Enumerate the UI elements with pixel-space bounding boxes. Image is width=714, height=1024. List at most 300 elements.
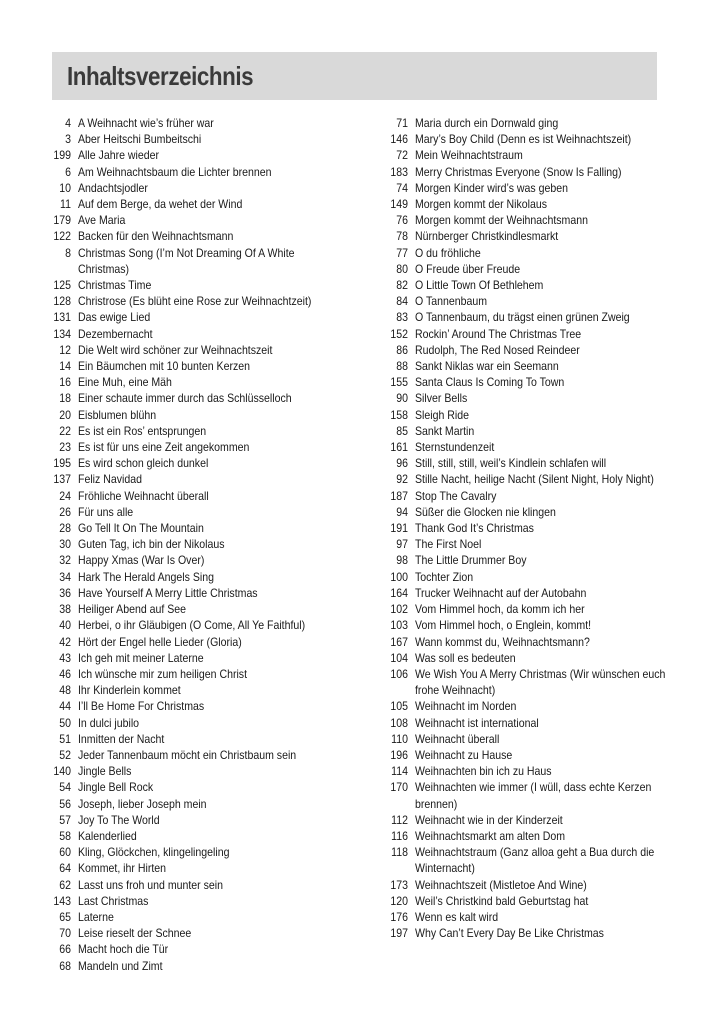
toc-page-number: 54 (59, 780, 71, 795)
toc-page-number: 8 (65, 245, 71, 260)
toc-entry (40, 245, 360, 277)
toc-entry (365, 164, 705, 180)
toc-song-title: Merry Christmas Everyone (Snow Is Falling) (415, 164, 622, 179)
toc-page-number: 74 (396, 180, 408, 195)
toc-song-title: Sleigh Ride (415, 407, 470, 422)
toc-song-title: Mary’s Boy Child (Denn es ist Weihnachtszeit) (415, 132, 632, 147)
toc-entry (40, 504, 360, 520)
toc-song-title: Herbei, o ihr Gläubigen (O Come, All Ye Faithful) (78, 618, 306, 633)
toc-page-number: 98 (396, 553, 408, 568)
toc-song-title: Ich wünsche mir zum heiligen Christ (78, 666, 248, 681)
toc-song-title: Weihnacht im Norden (415, 699, 517, 714)
toc-entry (40, 601, 360, 617)
toc-entry (40, 682, 360, 698)
toc-page-number: 70 (59, 926, 71, 941)
toc-page-number: 191 (390, 521, 408, 536)
toc-entry (40, 666, 360, 682)
toc-entry (365, 536, 705, 552)
toc-entry (40, 309, 360, 325)
toc-page-number: 76 (396, 213, 408, 228)
toc-entry (40, 488, 360, 504)
toc-entry (365, 471, 705, 487)
toc-page-number: 4 (65, 116, 71, 130)
toc-entry (40, 164, 360, 180)
toc-song-title: Weihnacht ist international (415, 715, 539, 730)
toc-page-number: 48 (59, 683, 71, 698)
toc-page-number: 71 (396, 116, 408, 130)
toc-entry (40, 131, 360, 147)
toc-page-number: 10 (59, 180, 71, 195)
toc-page-number: 88 (396, 359, 408, 374)
toc-page-number: 12 (59, 342, 71, 357)
header-bar (52, 52, 657, 100)
toc-song-title: I’ll Be Home For Christmas (78, 699, 205, 714)
toc-entry (40, 326, 360, 342)
toc-entry (365, 844, 705, 876)
toc-entry (40, 779, 360, 795)
toc-song-title: Weihnacht überall (415, 731, 500, 746)
toc-song-title: A Weihnacht wie’s früher war (78, 116, 214, 130)
toc-song-title: Weihnachten wie immer (I wüll, dass echte Kerzen brennen) (415, 780, 652, 811)
toc-page-number: 32 (59, 553, 71, 568)
toc-song-title: Morgen kommt der Nikolaus (415, 197, 548, 212)
toc-entry (40, 569, 360, 585)
toc-song-title: Christrose (Es blüht eine Rose zur Weihnachtzeit) (78, 294, 312, 309)
toc-entry (365, 569, 705, 585)
toc-song-title: Ihr Kinderlein kommet (78, 683, 181, 698)
toc-entry (365, 439, 705, 455)
toc-page-number: 120 (390, 893, 408, 908)
toc-page-number: 140 (53, 764, 71, 779)
toc-entry (365, 423, 705, 439)
toc-page-number: 114 (391, 764, 408, 779)
toc-song-title: Tochter Zion (415, 569, 474, 584)
toc-song-title: Fröhliche Weihnacht überall (78, 488, 209, 503)
toc-page-number: 57 (59, 812, 71, 827)
toc-left-column (40, 115, 360, 974)
page-title: Inhaltsverzeichnis (67, 61, 254, 91)
toc-entry (40, 277, 360, 293)
toc-page-number: 118 (391, 845, 408, 860)
toc-song-title: The First Noel (415, 537, 482, 552)
toc-page-number: 80 (396, 261, 408, 276)
toc-page-number: 143 (53, 893, 71, 908)
toc-entry (40, 763, 360, 779)
toc-song-title: Eine Muh, eine Mäh (78, 375, 172, 390)
toc-entry (365, 277, 705, 293)
toc-entry (365, 763, 705, 779)
toc-entry (365, 893, 705, 909)
toc-page-number: 72 (396, 148, 408, 163)
toc-song-title: Jeder Tannenbaum möcht ein Christbaum sein (78, 747, 297, 762)
toc-page-number: 68 (59, 958, 71, 973)
toc-page-number: 195 (53, 456, 71, 471)
toc-entry (365, 131, 705, 147)
toc-page-number: 90 (396, 391, 408, 406)
toc-entry (40, 342, 360, 358)
toc-entry (365, 455, 705, 471)
toc-page-number: 6 (65, 164, 71, 179)
toc-page-number: 22 (59, 423, 71, 438)
toc-page-number: 52 (59, 747, 71, 762)
toc-page-number: 108 (390, 715, 408, 730)
toc-page-number: 83 (396, 310, 408, 325)
toc-page-number: 56 (59, 796, 71, 811)
toc-entry (40, 715, 360, 731)
toc-entry (365, 342, 705, 358)
toc-page-number: 125 (53, 278, 71, 293)
toc-song-title: Rudolph, The Red Nosed Reindeer (415, 342, 580, 357)
toc-entry (365, 180, 705, 196)
toc-entry (40, 925, 360, 941)
toc-page-number: 85 (396, 423, 408, 438)
toc-page-number: 173 (390, 877, 408, 892)
toc-song-title: Vom Himmel hoch, o Englein, kommt! (415, 618, 592, 633)
toc-page-number: 78 (396, 229, 408, 244)
toc-page-number: 60 (59, 845, 71, 860)
toc-page-number: 131 (53, 310, 71, 325)
toc-entry (365, 261, 705, 277)
toc-song-title: Weil’s Christkind bald Geburtstag hat (415, 893, 589, 908)
toc-song-title: Morgen Kinder wird’s was geben (415, 180, 569, 195)
toc-song-title: Es ist ein Ros’ entsprungen (78, 423, 207, 438)
toc-song-title: O Tannenbaum (415, 294, 488, 309)
toc-page-number: 112 (391, 812, 408, 827)
toc-entry (40, 115, 360, 131)
toc-entry (40, 228, 360, 244)
toc-entry (40, 812, 360, 828)
toc-song-title: Weihnachten bin ich zu Haus (415, 764, 552, 779)
toc-entry (365, 390, 705, 406)
toc-page-number: 51 (59, 731, 71, 746)
toc-entry (365, 245, 705, 261)
toc-page-number: 84 (396, 294, 408, 309)
toc-page-number: 179 (53, 213, 71, 228)
toc-song-title: Weihnacht zu Hause (415, 747, 513, 762)
toc-song-title: Inmitten der Nacht (78, 731, 165, 746)
toc-song-title: Santa Claus Is Coming To Town (415, 375, 565, 390)
toc-entry (40, 552, 360, 568)
toc-entry (40, 293, 360, 309)
toc-song-title: Einer schaute immer durch das Schlüsselloch (78, 391, 292, 406)
toc-song-title: Go Tell It On The Mountain (78, 521, 204, 536)
toc-entry (365, 715, 705, 731)
toc-page-number: 34 (59, 569, 71, 584)
toc-page-number: 66 (59, 942, 71, 957)
toc-song-title: Last Christmas (78, 893, 149, 908)
toc-entry (40, 698, 360, 714)
toc-page-number: 28 (59, 521, 71, 536)
toc-song-title: Kling, Glöckchen, klingelingeling (78, 845, 230, 860)
toc-entry (365, 212, 705, 228)
toc-entry (365, 812, 705, 828)
toc-entry (365, 520, 705, 536)
toc-song-title: Es wird schon gleich dunkel (78, 456, 209, 471)
toc-entry (365, 747, 705, 763)
toc-page-number: 199 (53, 148, 71, 163)
toc-song-title: Ich geh mit meiner Laterne (78, 650, 204, 665)
toc-song-title: Maria durch ein Dornwald ging (415, 116, 559, 130)
toc-song-title: Dezembernacht (78, 326, 153, 341)
toc-song-title: Ein Bäumchen mit 10 bunten Kerzen (78, 359, 250, 374)
toc-entry (365, 358, 705, 374)
toc-entry (40, 877, 360, 893)
toc-entry (40, 407, 360, 423)
toc-song-title: Mein Weihnachtstraum (415, 148, 523, 163)
toc-song-title: Lasst uns froh und munter sein (78, 877, 223, 892)
toc-song-title: Nürnberger Christkindlesmarkt (415, 229, 559, 244)
toc-entry (365, 488, 705, 504)
toc-entry (40, 828, 360, 844)
toc-song-title: Jingle Bell Rock (78, 780, 154, 795)
toc-entry (365, 293, 705, 309)
toc-song-title: Kalenderlied (78, 828, 137, 843)
toc-page-number: 103 (390, 618, 408, 633)
toc-page-number: 155 (390, 375, 408, 390)
toc-page-number: 187 (390, 488, 408, 503)
toc-entry (365, 925, 705, 941)
toc-entry (365, 698, 705, 714)
toc-song-title: Eisblumen blühn (78, 407, 157, 422)
toc-entry (365, 115, 705, 131)
toc-song-title: Süßer die Glocken nie klingen (415, 504, 556, 519)
toc-song-title: Macht hoch die Tür (78, 942, 169, 957)
toc-page-number: 50 (59, 715, 71, 730)
toc-entry (365, 309, 705, 325)
toc-entry (40, 747, 360, 763)
toc-page-number: 170 (390, 780, 408, 795)
toc-page-number: 86 (396, 342, 408, 357)
toc-song-title: Wann kommst du, Weihnachtsmann? (415, 634, 590, 649)
toc-song-title: Have Yourself A Merry Little Christmas (78, 585, 258, 600)
toc-right-column (365, 115, 705, 941)
toc-song-title: Weihnachtsmarkt am alten Dom (415, 828, 566, 843)
toc-entry (365, 877, 705, 893)
toc-page-number: 167 (390, 634, 408, 649)
toc-entry (365, 585, 705, 601)
toc-entry (365, 228, 705, 244)
toc-song-title: O Little Town Of Bethlehem (415, 278, 544, 293)
toc-song-title: Auf dem Berge, da wehet der Wind (78, 197, 243, 212)
toc-entry (365, 326, 705, 342)
toc-page-number: 42 (59, 634, 71, 649)
toc-page-number: 43 (59, 650, 71, 665)
toc-song-title: Why Can’t Every Day Be Like Christmas (415, 926, 604, 941)
toc-song-title: Kommet, ihr Hirten (78, 861, 167, 876)
toc-page-number: 18 (59, 391, 71, 406)
toc-page-number: 102 (390, 602, 408, 617)
toc-song-title: O du fröhliche (415, 245, 481, 260)
toc-song-title: O Freude über Freude (415, 261, 521, 276)
toc-page-number: 94 (396, 504, 408, 519)
toc-song-title: Trucker Weihnacht auf der Autobahn (415, 585, 587, 600)
toc-page-number: 65 (59, 909, 71, 924)
toc-entry (40, 374, 360, 390)
toc-song-title: Jingle Bells (78, 764, 132, 779)
toc-song-title: Vom Himmel hoch, da komm ich her (415, 602, 585, 617)
toc-entry (40, 390, 360, 406)
toc-entry (40, 439, 360, 455)
toc-entry (365, 634, 705, 650)
toc-entry (40, 585, 360, 601)
toc-entry (365, 374, 705, 390)
toc-entry (40, 958, 360, 974)
toc-entry (365, 504, 705, 520)
toc-song-title: Es ist für uns eine Zeit angekommen (78, 440, 250, 455)
toc-song-title: Hark The Herald Angels Sing (78, 569, 214, 584)
toc-page-number: 128 (53, 294, 71, 309)
toc-song-title: Stop The Cavalry (415, 488, 497, 503)
toc-page-number: 26 (59, 504, 71, 519)
toc-song-title: Ave Maria (78, 213, 126, 228)
toc-page-number: 104 (390, 650, 408, 665)
toc-page-number: 92 (396, 472, 408, 487)
toc-entry (40, 520, 360, 536)
toc-page-number: 3 (65, 132, 71, 147)
toc-song-title: Backen für den Weihnachtsmann (78, 229, 234, 244)
toc-song-title: Andachtsjodler (78, 180, 148, 195)
toc-entry (40, 471, 360, 487)
toc-page-number: 106 (390, 666, 408, 681)
toc-song-title: Christmas Song (I’m Not Dreaming Of A White Christmas) (78, 245, 295, 276)
toc-song-title: Heiliger Abend auf See (78, 602, 187, 617)
toc-entry (365, 552, 705, 568)
toc-song-title: Joseph, lieber Joseph mein (78, 796, 207, 811)
toc-page-number: 58 (59, 828, 71, 843)
toc-page-number: 105 (390, 699, 408, 714)
toc-page-number: 161 (390, 440, 408, 455)
toc-song-title: Wenn es kalt wird (415, 909, 499, 924)
toc-page-number: 44 (59, 699, 71, 714)
toc-song-title: Sternstundenzeit (415, 440, 495, 455)
toc-song-title: We Wish You A Merry Christmas (Wir wünschen euch frohe Weihnacht) (415, 666, 666, 698)
toc-entry (40, 844, 360, 860)
toc-song-title: Weihnachtszeit (Mistletoe And Wine) (415, 877, 587, 892)
toc-page-number: 46 (59, 666, 71, 681)
toc-page-number: 134 (53, 326, 71, 341)
toc-page-number: 23 (59, 440, 71, 455)
toc-song-title: Was soll es bedeuten (415, 650, 516, 665)
toc-song-title: Weihnacht wie in der Kinderzeit (415, 812, 563, 827)
toc-page-number: 176 (390, 909, 408, 924)
toc-page-number: 97 (396, 537, 408, 552)
toc-page-number: 137 (53, 472, 71, 487)
toc-entry (40, 796, 360, 812)
toc-page-number: 20 (59, 407, 71, 422)
toc-entry (40, 423, 360, 439)
toc-entry (40, 634, 360, 650)
toc-entry (40, 455, 360, 471)
toc-page-number: 164 (390, 585, 408, 600)
toc-entry (40, 536, 360, 552)
toc-song-title: Feliz Navidad (78, 472, 142, 487)
toc-page-number: 16 (59, 375, 71, 390)
toc-page-number: 38 (59, 602, 71, 617)
toc-entry (365, 147, 705, 163)
toc-entry (40, 212, 360, 228)
toc-song-title: Joy To The World (78, 812, 160, 827)
toc-song-title: Silver Bells (415, 391, 468, 406)
toc-page-number: 77 (396, 245, 408, 260)
toc-song-title: Hört der Engel helle Lieder (Gloria) (78, 634, 242, 649)
toc-page-number: 122 (53, 229, 71, 244)
toc-entry (365, 909, 705, 925)
toc-entry (40, 147, 360, 163)
toc-page-number: 62 (59, 877, 71, 892)
toc-entry (365, 828, 705, 844)
toc-song-title: Morgen kommt der Weihnachtsmann (415, 213, 588, 228)
toc-page-number: 40 (59, 618, 71, 633)
toc-page-number: 36 (59, 585, 71, 600)
toc-page-number: 110 (391, 731, 408, 746)
toc-page-number: 196 (390, 747, 408, 762)
toc-song-title: Sankt Martin (415, 423, 475, 438)
toc-entry (40, 909, 360, 925)
toc-entry (40, 180, 360, 196)
toc-page-number: 96 (396, 456, 408, 471)
toc-entry (365, 617, 705, 633)
toc-song-title: Still, still, still, weil’s Kindlein schlafen will (415, 456, 607, 471)
toc-page-number: 183 (390, 164, 408, 179)
toc-song-title: Weihnachtstraum (Ganz alloa geht a Bua durch die Winternacht) (415, 845, 655, 876)
toc-song-title: Happy Xmas (War Is Over) (78, 553, 205, 568)
toc-entry (365, 650, 705, 666)
toc-entry (40, 941, 360, 957)
toc-page-number: 152 (390, 326, 408, 341)
toc-song-title: Thank God It’s Christmas (415, 521, 534, 536)
toc-page-number: 158 (390, 407, 408, 422)
toc-song-title: Die Welt wird schöner zur Weihnachtszeit (78, 342, 273, 357)
toc-song-title: Rockin’ Around The Christmas Tree (415, 326, 582, 341)
toc-song-title: Am Weihnachtsbaum die Lichter brennen (78, 164, 272, 179)
toc-entry (40, 893, 360, 909)
toc-entry (40, 617, 360, 633)
toc-song-title: The Little Drummer Boy (415, 553, 527, 568)
toc-song-title: Für uns alle (78, 504, 134, 519)
toc-entry (40, 731, 360, 747)
toc-page-number: 14 (59, 359, 71, 374)
toc-page-number: 64 (59, 861, 71, 876)
toc-song-title: Christmas Time (78, 278, 152, 293)
toc-entry (40, 860, 360, 876)
toc-song-title: Das ewige Lied (78, 310, 151, 325)
toc-page-number: 146 (390, 132, 408, 147)
toc-song-title: Aber Heitschi Bumbeitschi (78, 132, 202, 147)
toc-song-title: Sankt Niklas war ein Seemann (415, 359, 559, 374)
toc-entry (40, 650, 360, 666)
toc-song-title: In dulci jubilo (78, 715, 140, 730)
toc-song-title: Guten Tag, ich bin der Nikolaus (78, 537, 225, 552)
toc-song-title: O Tannenbaum, du trägst einen grünen Zweig (415, 310, 630, 325)
toc-entry (365, 731, 705, 747)
toc-entry (365, 601, 705, 617)
toc-page-number: 82 (396, 278, 408, 293)
toc-song-title: Mandeln und Zimt (78, 958, 163, 973)
toc-entry (365, 196, 705, 212)
toc-page-number: 30 (59, 537, 71, 552)
toc-page-number: 24 (59, 488, 71, 503)
toc-entry (365, 779, 705, 811)
toc-song-title: Leise rieselt der Schnee (78, 926, 192, 941)
toc-song-title: Laterne (78, 909, 114, 924)
toc-page-number: 149 (390, 197, 408, 212)
toc-entry (40, 358, 360, 374)
toc-song-title: Alle Jahre wieder (78, 148, 160, 163)
toc-page-number: 11 (59, 197, 71, 212)
toc-page-number: 197 (390, 926, 408, 941)
toc-entry (40, 196, 360, 212)
toc-page-number: 116 (391, 828, 408, 843)
